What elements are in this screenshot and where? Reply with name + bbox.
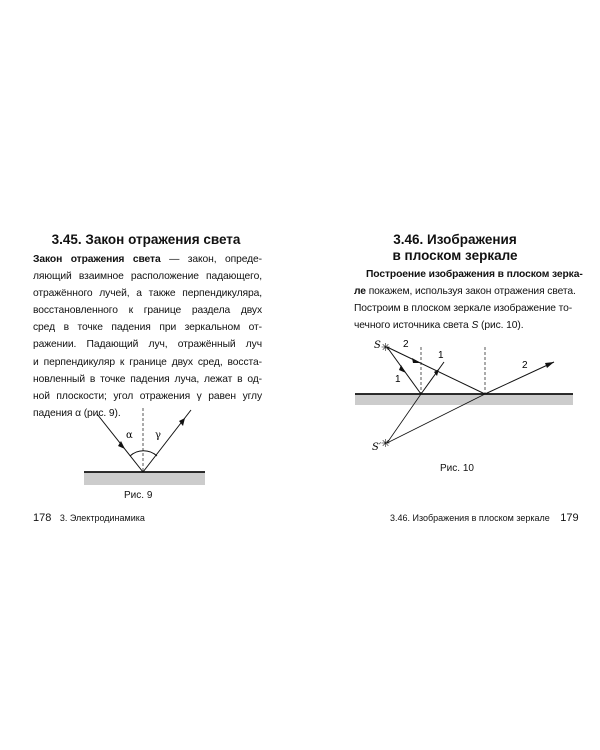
text-line: ляющий взаимное расположение падающего, [33,271,262,283]
alpha-label: α [126,430,133,441]
running-head: 3.46. Изображения в плоском зеркале [390,513,550,523]
term-bold: Закон отражения света [33,254,161,265]
left-body-text [33,251,262,422]
mirror-surface [355,394,573,405]
ray-label-2b: 2 [522,360,528,371]
figure-10-caption: Рис. 10 [440,463,474,474]
section-heading-3-46: 3.46. Изображения в плоском зеркале [392,232,518,263]
ray-1-reflected [421,362,444,394]
right-footer [390,512,579,524]
mirror-surface [84,472,205,485]
ray-2-arrowhead [412,358,421,363]
ray-label-2a: 2 [403,339,409,350]
running-head: 3. Электродинамика [59,513,145,523]
text-line: Построим в плоском зеркале изображение то- [354,303,573,315]
page-number: 179 [560,512,579,524]
text-line: сред в точке падения при зеркальном от- [33,322,262,334]
text-line: восстановленного к границе раздела двух [33,305,262,317]
left-footer [33,512,145,524]
figure-10-plane-mirror [350,332,600,462]
text-line: ной плоскости; угол отражения γ равен углу [33,390,262,402]
ray-label-1a: 1 [438,350,444,361]
page-number: 178 [33,512,52,524]
text-line: Закон отражения света — закон, опреде- [33,254,262,265]
text-line: чечного источника света S (рис. 10). [354,320,524,332]
ray-2-reflected-arrowhead [545,362,554,368]
source-label: S [374,340,381,351]
text-line: ражении. Падающий луч, отражённый луч [33,339,262,351]
angle-arc [130,451,157,456]
text-line: и перпендикуляр к границе двух сред, восста- [33,356,262,368]
figure-9-caption: Рис. 9 [124,490,153,501]
image-label: S′ [372,442,382,453]
text-line: отражённого лучей, а также перпендикуляра, [33,288,262,300]
text-line: ле покажем, используя закон отражения света. [354,286,576,298]
text-line: Построение изображения в плоском зерка- [366,269,583,280]
gamma-label: γ [155,430,161,441]
text-line: новленный в точке падения луча, лежат в од- [33,373,262,385]
right-body-text [354,266,583,334]
figure-9-reflection [75,400,215,492]
section-heading-3-45: 3.45. Закон отражения света [51,232,241,247]
source-point-icon: ✳ [381,341,391,354]
image-point-icon: ✳ [381,437,391,450]
text-line: падения α (рис. 9). [33,407,121,419]
ray-1-arrowhead [399,365,406,373]
ray-2-reflected [485,362,554,394]
right-page [300,0,600,750]
ray-label-1b: 1 [395,374,401,385]
